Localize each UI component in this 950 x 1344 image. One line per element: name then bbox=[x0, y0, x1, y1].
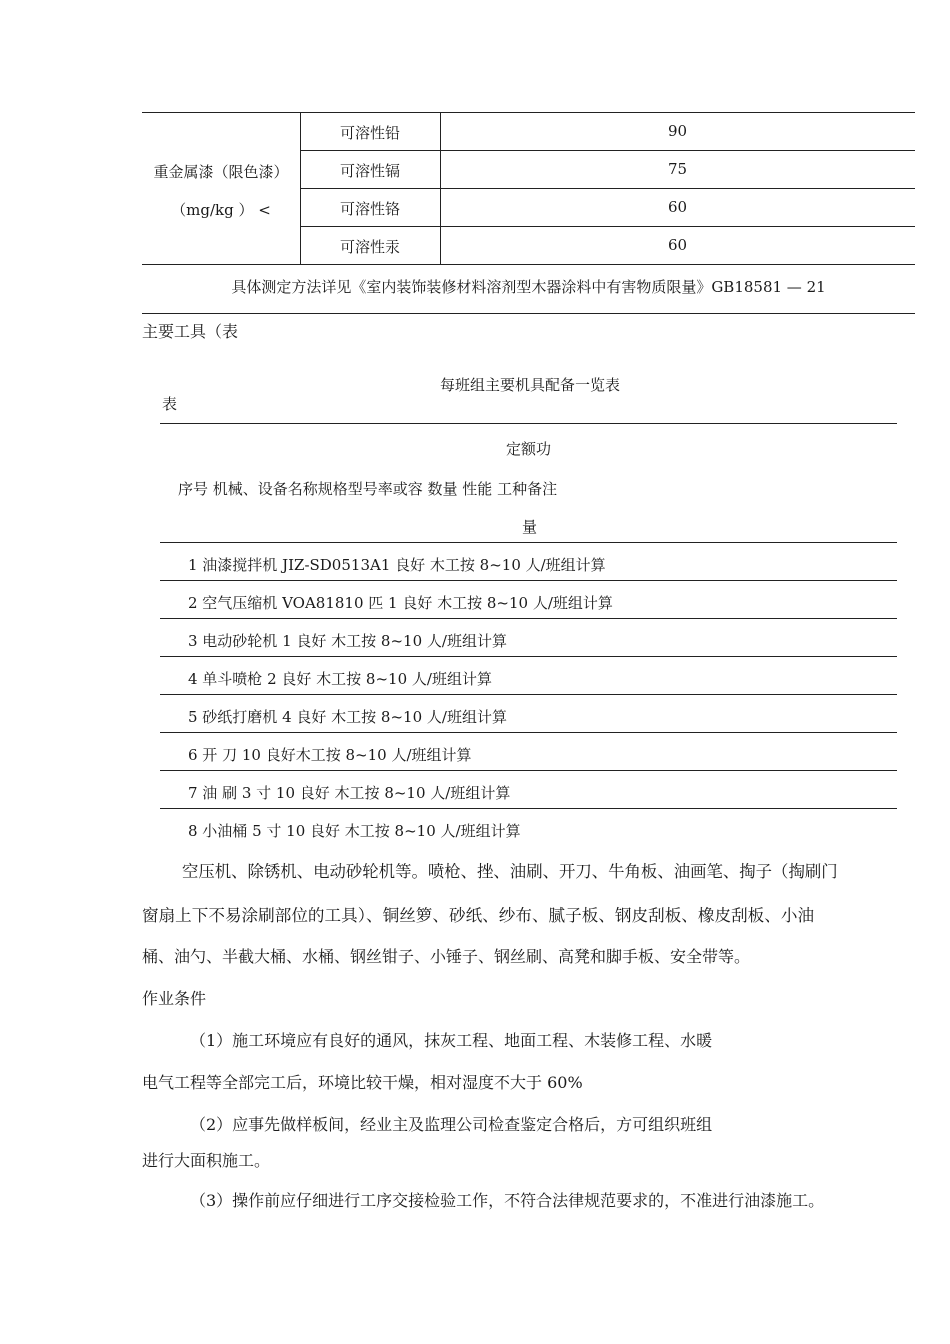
limit-value: 60 bbox=[667, 236, 688, 254]
header-bottom: 量 bbox=[522, 518, 538, 536]
table-row: 1 油漆搅拌机 JIZ-SD0513A1 良好 木工按 8~10 人/班组计算 bbox=[188, 556, 606, 574]
limits-footnote: 具体测定方法详见《室内装饰装修材料溶剂型木器涂料中有害物质限量》GB18581 — 21 bbox=[231, 278, 826, 296]
header-main: 序号 机械、设备名称规格型号率或容 数量 性能 工种备注 bbox=[178, 480, 558, 498]
paragraph-line: 桶、油勺、半截大桶、水桶、钢丝钳子、小锤子、钢丝刷、高凳和脚手板、安全带等。 bbox=[142, 947, 751, 966]
condition-line: 电气工程等全部完工后，环境比较干燥，相对湿度不大于 60% bbox=[142, 1073, 583, 1092]
tools-heading: 主要工具（表 bbox=[142, 322, 239, 341]
condition-line: 进行大面积施工。 bbox=[142, 1151, 271, 1170]
paragraph-line: 窗扇上下不易涂刷部位的工具）、铜丝箩、砂纸、纱布、腻子板、钢皮刮板、橡皮刮板、小油 bbox=[142, 906, 815, 925]
limit-value: 60 bbox=[667, 198, 688, 216]
table-row: 3 电动砂轮机 1 良好 木工按 8~10 人/班组计算 bbox=[188, 632, 507, 650]
limit-value: 75 bbox=[667, 160, 688, 178]
condition-line: （3）操作前应仔细进行工序交接检验工作，不符合法律规范要求的，不准进行油漆施工。 bbox=[190, 1191, 825, 1210]
limit-item: 可溶性铅 bbox=[339, 124, 400, 142]
equipment-label: 表 bbox=[162, 395, 178, 413]
equipment-caption: 每班组主要机具配备一览表 bbox=[439, 376, 620, 394]
category-unit: （mg/kg ） < bbox=[171, 201, 271, 219]
conditions-heading: 作业条件 bbox=[142, 989, 207, 1008]
table-row: 4 单斗喷枪 2 良好 木工按 8~10 人/班组计算 bbox=[188, 670, 492, 688]
table-row: 8 小油桶 5 寸 10 良好 木工按 8~10 人/班组计算 bbox=[188, 822, 521, 840]
category-label: 重金属漆（限色漆） bbox=[153, 163, 289, 181]
limit-value: 90 bbox=[667, 122, 688, 140]
table-row: 5 砂纸打磨机 4 良好 木工按 8~10 人/班组计算 bbox=[188, 708, 507, 726]
table-row: 7 油 刷 3 寸 10 良好 木工按 8~10 人/班组计算 bbox=[188, 784, 511, 802]
condition-line: （1）施工环境应有良好的通风，抹灰工程、地面工程、木装修工程、水暖 bbox=[190, 1031, 713, 1050]
condition-line: （2）应事先做样板间，经业主及监理公司检查鉴定合格后，方可组织班组 bbox=[190, 1115, 713, 1134]
table-row: 6 开 刀 10 良好木工按 8~10 人/班组计算 bbox=[188, 746, 472, 764]
limit-item: 可溶性铬 bbox=[339, 200, 400, 218]
paragraph-line: 空压机、除锈机、电动砂轮机等。喷枪、挫、油刷、开刀、牛角板、油画笔、掏子（掏刷门 bbox=[182, 862, 838, 881]
limit-item: 可溶性镉 bbox=[339, 162, 400, 180]
header-top: 定额功 bbox=[506, 440, 552, 458]
limit-item: 可溶性汞 bbox=[339, 238, 400, 256]
table-row: 2 空气压缩机 VOA81810 匹 1 良好 木工按 8~10 人/班组计算 bbox=[188, 594, 613, 612]
